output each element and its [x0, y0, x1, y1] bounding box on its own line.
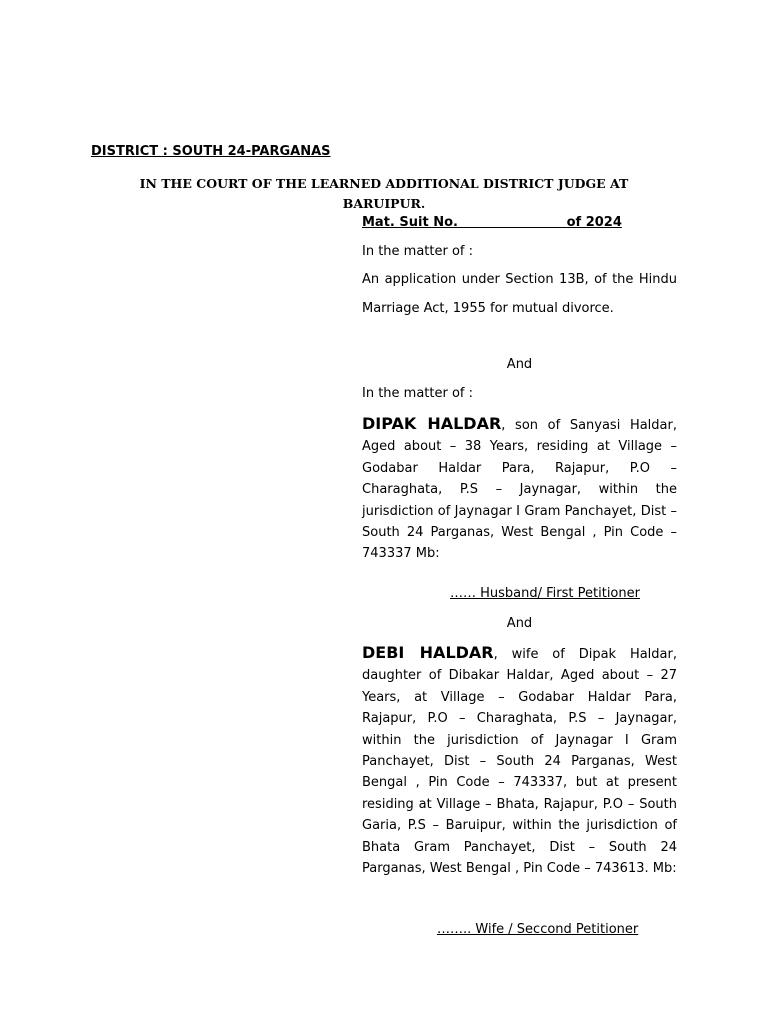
petitioner-1-details: , son of Sanyasi Haldar, Aged about – 38 Years, residing at Village – Godabar Haldar Para, Rajapur, P.O – Charaghata, P.S – Jaynagar, within the jurisdiction of Jaynagar I Gram Panchayet, Dist – South 24 Parganas, West Bengal , Pin Code – 743337 Mb:	[362, 418, 677, 562]
matter-description: An application under Section 13B, of the Hindu Marriage Act, 1955 for mutual divorce.	[362, 272, 677, 316]
district-heading: DISTRICT : SOUTH 24-PARGANAS	[91, 144, 331, 159]
petitioner-1-block	[362, 413, 677, 565]
matter-heading-1: In the matter of :	[362, 244, 474, 259]
suit-number-label: Mat. Suit No.	[362, 215, 458, 230]
court-heading-line2: BARUIPUR.	[342, 196, 426, 211]
petitioner-2-details: , wife of Dipak Haldar, daughter of Dibakar Haldar, Aged about – 27 Years, at Village – Godabar Haldar Para, Rajapur, P.O – Charaghata, P.S – Jaynagar, within the jurisdiction of Jaynagar I Gram Panchayet, Dist – South 24 Parganas, West Bengal , Pin Code – 743337, but at present residing at Village – Bhata, Rajapur, P.O – South Garia, P.S – Baruipur, within the jurisdiction of Bhata Gram Panchayet, Dist – South 24 Parganas, West Bengal , Pin Code – 743613. Mb:	[362, 647, 677, 877]
conjunction-and-1: And	[506, 357, 533, 372]
court-heading-line1: IN THE COURT OF THE LEARNED ADDITIONAL DISTRICT JUDGE AT	[139, 176, 629, 191]
court-heading	[100, 174, 668, 214]
conjunction-and-2: And	[506, 616, 533, 631]
suit-number-blank	[458, 215, 567, 230]
suit-number-year: of 2024	[566, 215, 622, 230]
petitioner-2-role: …….. Wife / Seccond Petitioner	[437, 922, 639, 937]
petitioner-1-role: …… Husband/ First Petitioner	[450, 586, 640, 601]
matter-heading-2: In the matter of :	[362, 386, 474, 401]
petitioner-2-block	[362, 642, 677, 879]
suit-number	[362, 215, 622, 230]
petitioner-1-name: DIPAK HALDAR	[362, 414, 502, 433]
petitioner-2-name: DEBI HALDAR	[362, 643, 494, 662]
